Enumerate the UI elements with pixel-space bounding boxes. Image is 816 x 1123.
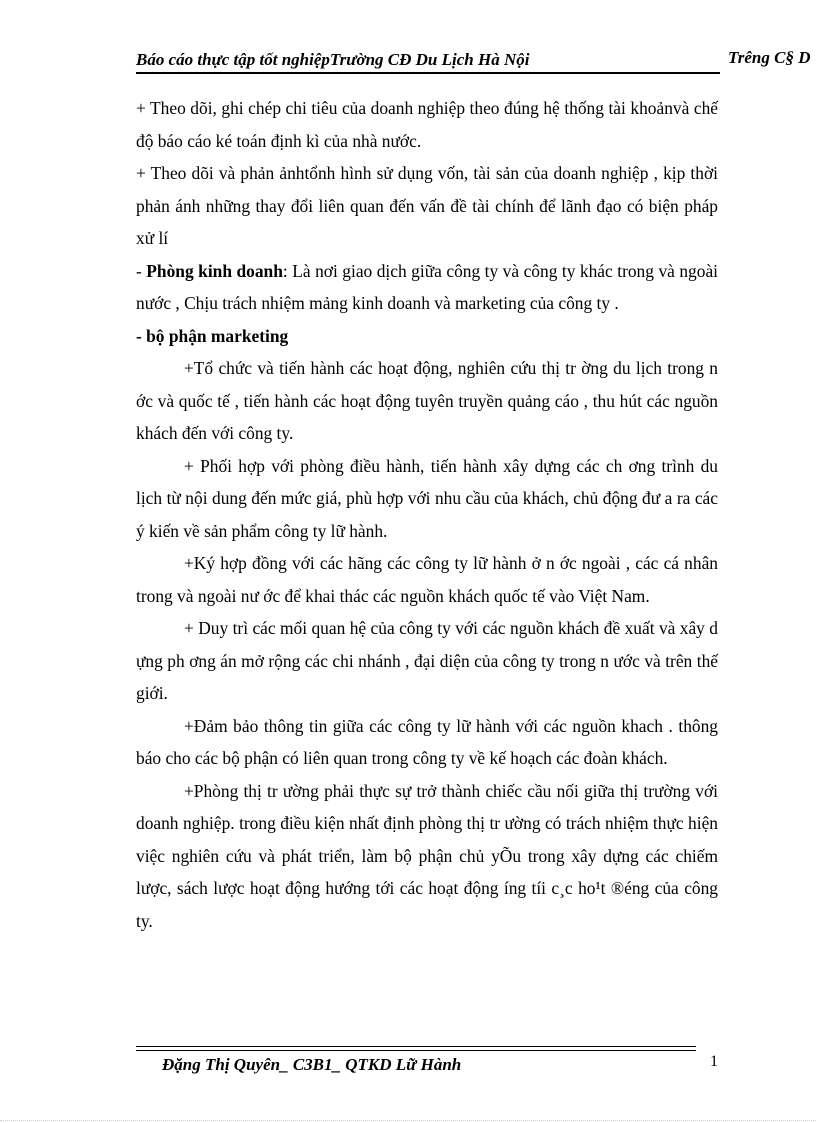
footer-author: Đặng Thị Quyên_ C3B1_ QTKD Lữ Hành <box>162 1055 462 1074</box>
paragraph-market-research: +Tổ chức và tiến hành các hoạt động, nghiên cứu thị tr ờng du lịch trong n ớc và quốc tế , tiến hành các hoạt động tuyên truyền quảng cáo , thu hút các nguồn khách đến với công ty. <box>136 358 718 443</box>
footer-divider-second <box>136 1050 696 1051</box>
paragraph-relations: + Duy trì các mối quan hệ của công ty với các nguồn khách đề xuất và xây d ựng ph ơng án mở rộng các chi nhánh , đại diện của công ty trong n ước và trên thế giới. <box>136 618 718 703</box>
page-bottom-border <box>0 1120 816 1121</box>
marketing-heading: - bộ phận marketing <box>136 325 289 346</box>
document-body <box>136 92 718 937</box>
paragraph-contracts: +Ký hợp đồng với các hãng các công ty lữ hành ở n ớc ngoài , các cá nhân trong và ngoài nư ớc để khai thác các nguồn khách quốc tế vào Việt Nam. <box>136 553 718 606</box>
paragraph-business-department <box>136 255 718 320</box>
dash-prefix: - <box>136 260 147 281</box>
business-department-heading: Phòng kinh doanh <box>146 260 283 281</box>
paragraph-information: +Đảm bảo thông tin giữa các công ty lữ hành với các nguồn khach . thông báo cho các bộ phận có liên quan trong công ty về kế hoạch các đoàn khách. <box>136 715 718 768</box>
page-number: 1 <box>710 1053 718 1070</box>
paragraph-capital-monitoring: + Theo dõi và phản ảnhtổnh hình sử dụng vốn, tài sản của doanh nghiệp , kịp thời phản ánh những thay đổi liên quan đến vấn đề tài chính để lãnh đạo có biện pháp xử lí <box>136 163 718 248</box>
business-department-text: : Là nơi giao dịch giữa công ty và công ty khác trong và ngoài nước , Chịu trách nhiệm mảng kinh doanh và marketing của công ty . <box>136 260 718 313</box>
header-right-text: Trêng C§ D <box>728 48 811 67</box>
page-header <box>136 48 720 74</box>
paragraph-program-building: + Phối hợp với phòng điều hành, tiến hành xây dựng các ch ơng trình du lịch từ nội dung đến mức giá, phù hợp với nhu cầu của khách, chủ động đư a ra các ý kiến về sản phẩm công ty lữ hành. <box>136 455 718 541</box>
header-title: Báo cáo thực tập tốt nghiệpTrường CĐ Du Lịch Hà Nội <box>136 50 530 69</box>
paragraph-accounting-tracking: + Theo dõi, ghi chép chi tiêu của doanh nghiệp theo đúng hệ thống tài khoảnvà chế độ báo cáo ké toán định kì của nhà nước. <box>136 98 718 151</box>
footer-divider <box>136 1046 696 1047</box>
paragraph-market-role: +Phòng thị tr ường phải thực sự trở thành chiếc cầu nối giữa thị trường với doanh nghiệp. trong điều kiện nhất định phòng thị tr ường có trách nhiệm thực hiện việc nghiên cứu và phát triển, làm bộ phận chủ yÕu trong xây dựng các chiếm lược, sách lược hoạt động hướng tới các hoạt động íng tíi c¸c ho¹t ®éng của công ty. <box>136 780 718 931</box>
